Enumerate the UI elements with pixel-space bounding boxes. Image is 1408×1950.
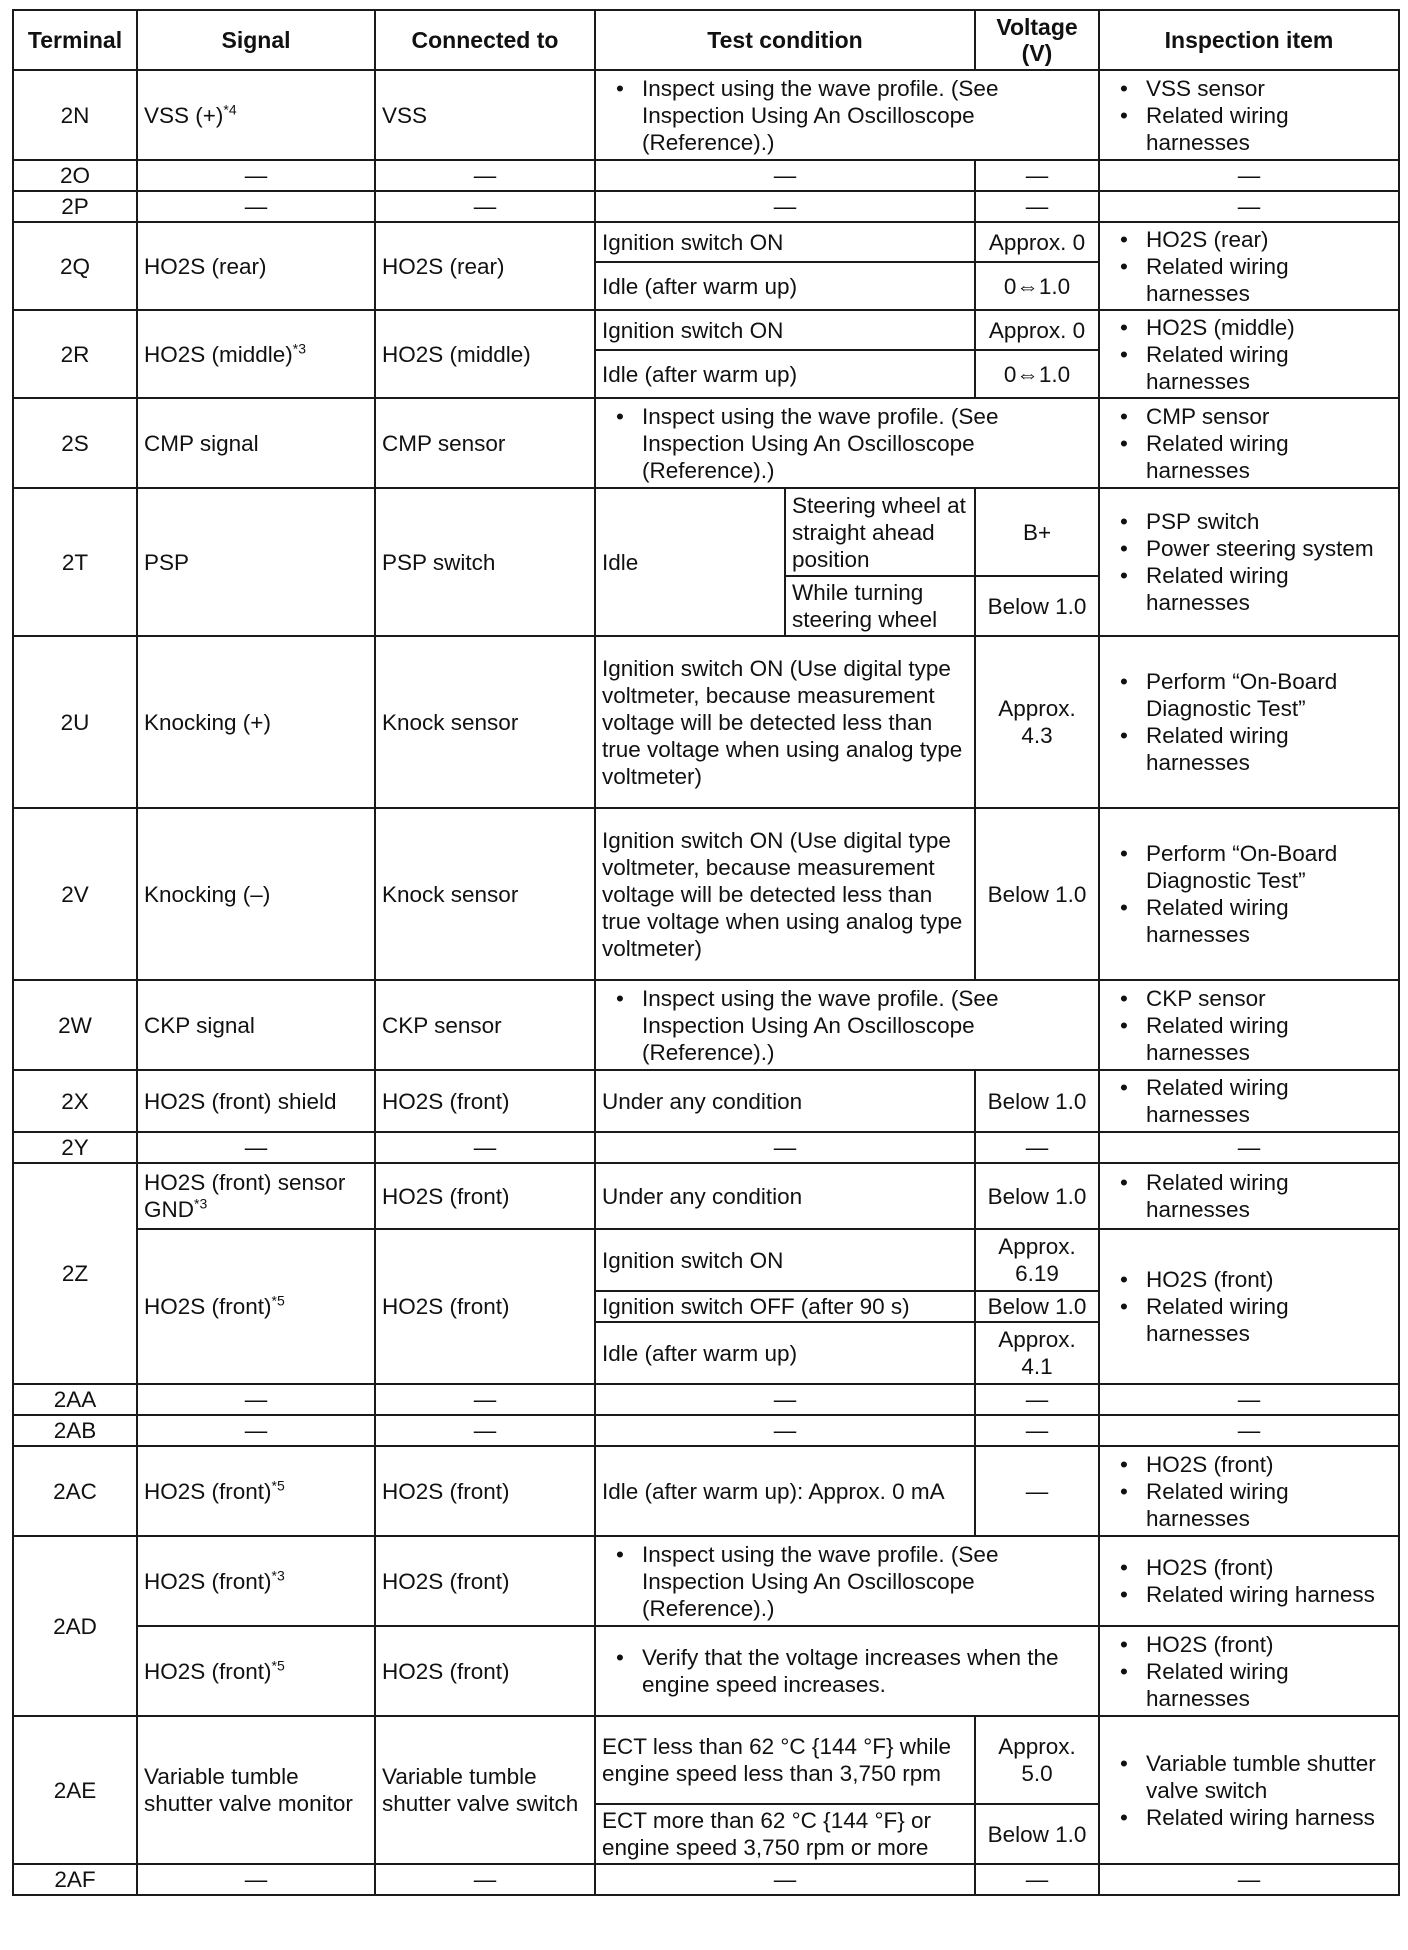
terminal-cell: 2AA <box>13 1384 137 1415</box>
test-condition-cell: — <box>595 191 975 222</box>
bullet-item: • Related wiring harnesses <box>1120 562 1392 616</box>
inspection-cell <box>1099 808 1399 980</box>
table-row <box>13 1536 1399 1626</box>
test-condition-cell: ECT less than 62 °C {144 °F} while engine speed less than 3,750 rpm <box>595 1716 975 1804</box>
table-row <box>13 70 1399 160</box>
inspection-cell <box>1099 1229 1399 1384</box>
terminal-cell: 2Q <box>13 222 137 310</box>
terminal-cell: 2AD <box>13 1536 137 1716</box>
test-condition-cell: Ignition switch ON (Use digital type voltmeter, because measurement voltage will be detected less than true voltage when using analog type voltmeter) <box>595 808 975 980</box>
voltage-cell: — <box>975 160 1099 191</box>
voltage-cell: — <box>975 1864 1099 1895</box>
test-condition-cell <box>595 70 1099 160</box>
connected-cell: Variable tumble shutter valve switch <box>375 1716 595 1864</box>
test-condition-cell: Under any condition <box>595 1070 975 1132</box>
connected-cell: — <box>375 160 595 191</box>
inspection-cell: — <box>1099 160 1399 191</box>
connected-cell: CMP sensor <box>375 398 595 488</box>
signal-cell: — <box>137 1132 375 1163</box>
test-condition-cell: Under any condition <box>595 1163 975 1229</box>
sub-condition-cell: Steering wheel at straight ahead position <box>785 488 975 576</box>
bullet-item: • HO2S (front) <box>1120 1266 1392 1293</box>
terminal-cell: 2W <box>13 980 137 1070</box>
terminal-cell: 2AF <box>13 1864 137 1895</box>
test-condition-cell: Idle (after warm up) <box>595 262 975 310</box>
test-condition-cell: — <box>595 1384 975 1415</box>
signal-cell: CKP signal <box>137 980 375 1070</box>
inspection-cell <box>1099 1716 1399 1864</box>
terminal-cell: 2P <box>13 191 137 222</box>
table-row <box>13 398 1399 488</box>
connected-cell: HO2S (front) <box>375 1446 595 1536</box>
voltage-cell: — <box>975 1384 1099 1415</box>
bullet-item: • CKP sensor <box>1120 985 1392 1012</box>
signal-cell: Variable tumble shutter valve monitor <box>137 1716 375 1864</box>
test-condition-cell: — <box>595 1415 975 1446</box>
voltage-cell: Approx. 0 <box>975 222 1099 262</box>
test-condition-cell <box>595 980 1099 1070</box>
voltage-cell: Approx. 0 <box>975 310 1099 350</box>
test-condition-cell: Idle (after warm up) <box>595 350 975 398</box>
voltage-cell: Below 1.0 <box>975 1291 1099 1322</box>
bullet-item: • Verify that the voltage increases when the engine speed increases. <box>616 1644 1092 1698</box>
header-voltage: Voltage (V) <box>975 10 1099 70</box>
terminal-cell: 2AC <box>13 1446 137 1536</box>
signal-cell: HO2S (front)$^{*3}$ <box>137 1536 375 1626</box>
connected-cell: HO2S (front) <box>375 1536 595 1626</box>
signal-cell: — <box>137 191 375 222</box>
bullet-item: • Related wiring harnesses <box>1120 894 1392 948</box>
terminal-cell: 2N <box>13 70 137 160</box>
table-row <box>13 488 1399 576</box>
table-row <box>13 1132 1399 1163</box>
connected-cell: — <box>375 1132 595 1163</box>
header-terminal: Terminal <box>13 10 137 70</box>
signal-cell: Knocking (+) <box>137 636 375 808</box>
connected-cell: — <box>375 1864 595 1895</box>
test-condition-cell: Idle (after warm up): Approx. 0 mA <box>595 1446 975 1536</box>
bullet-item: • Variable tumble shutter valve switch <box>1120 1750 1392 1804</box>
terminal-cell: 2Y <box>13 1132 137 1163</box>
inspection-cell <box>1099 70 1399 160</box>
bullet-item: • Perform “On-Board Diagnostic Test” <box>1120 668 1392 722</box>
test-condition-cell: — <box>595 1132 975 1163</box>
header-signal: Signal <box>137 10 375 70</box>
sub-condition-cell: While turning steering wheel <box>785 576 975 636</box>
terminal-cell: 2AB <box>13 1415 137 1446</box>
connected-cell: — <box>375 191 595 222</box>
table-row <box>13 980 1399 1070</box>
bullet-item: • HO2S (rear) <box>1120 226 1392 253</box>
bullet-item: • Related wiring harnesses <box>1120 102 1392 156</box>
table-row <box>13 1415 1399 1446</box>
connected-cell: Knock sensor <box>375 808 595 980</box>
voltage-cell: Approx. 5.0 <box>975 1716 1099 1804</box>
bullet-item: • Perform “On-Board Diagnostic Test” <box>1120 840 1392 894</box>
bullet-item: • Inspect using the wave profile. (See Inspection Using An Oscilloscope (Reference).) <box>616 75 1092 156</box>
bullet-item: • Inspect using the wave profile. (See Inspection Using An Oscilloscope (Reference).) <box>616 403 1092 484</box>
connected-cell: HO2S (rear) <box>375 222 595 310</box>
test-condition-cell: Ignition switch ON <box>595 310 975 350</box>
table-row <box>13 1163 1399 1229</box>
signal-cell: — <box>137 1384 375 1415</box>
inspection-cell <box>1099 1626 1399 1716</box>
inspection-cell <box>1099 1536 1399 1626</box>
inspection-cell <box>1099 1446 1399 1536</box>
inspection-cell: — <box>1099 1864 1399 1895</box>
terminal-voltage-table <box>12 9 1400 1896</box>
signal-cell: — <box>137 1415 375 1446</box>
bullet-item: • Related wiring harnesses <box>1120 1169 1392 1223</box>
bullet-item: • Related wiring harnesses <box>1120 1012 1392 1066</box>
table-row <box>13 1626 1399 1716</box>
signal-cell: HO2S (front)$^{*5}$ <box>137 1446 375 1536</box>
connected-cell: HO2S (front) <box>375 1229 595 1384</box>
table-row <box>13 1864 1399 1895</box>
terminal-cell: 2AE <box>13 1716 137 1864</box>
voltage-cell: — <box>975 1415 1099 1446</box>
test-condition-cell: — <box>595 160 975 191</box>
test-condition-cell: ECT more than 62 °C {144 °F} or engine speed 3,750 rpm or more <box>595 1804 975 1864</box>
bullet-item: • Related wiring harness <box>1120 1804 1392 1831</box>
test-condition-cell <box>595 1536 1099 1626</box>
bullet-item: • HO2S (middle) <box>1120 314 1392 341</box>
terminal-cell: 2S <box>13 398 137 488</box>
table-row <box>13 808 1399 980</box>
voltage-cell: Below 1.0 <box>975 1070 1099 1132</box>
connected-cell: — <box>375 1384 595 1415</box>
voltage-cell: Approx. 4.3 <box>975 636 1099 808</box>
terminal-cell: 2T <box>13 488 137 636</box>
table-row <box>13 222 1399 262</box>
table-row <box>13 1070 1399 1132</box>
terminal-cell: 2Z <box>13 1163 137 1384</box>
test-condition-cell: — <box>595 1864 975 1895</box>
connected-cell: PSP switch <box>375 488 595 636</box>
connected-cell: HO2S (front) <box>375 1070 595 1132</box>
inspection-cell <box>1099 222 1399 310</box>
voltage-cell: — <box>975 191 1099 222</box>
voltage-cell: Approx. 4.1 <box>975 1322 1099 1384</box>
inspection-cell <box>1099 398 1399 488</box>
signal-cell: HO2S (rear) <box>137 222 375 310</box>
bullet-item: • Related wiring harnesses <box>1120 1658 1392 1712</box>
inspection-cell <box>1099 310 1399 398</box>
inspection-cell: — <box>1099 1384 1399 1415</box>
signal-cell: PSP <box>137 488 375 636</box>
inspection-cell: — <box>1099 1132 1399 1163</box>
inspection-cell <box>1099 488 1399 636</box>
bullet-item: • CMP sensor <box>1120 403 1392 430</box>
header-test-condition: Test condition <box>595 10 975 70</box>
terminal-cell: 2O <box>13 160 137 191</box>
test-condition-cell: Ignition switch ON (Use digital type voltmeter, because measurement voltage will be detected less than true voltage when using analog type voltmeter) <box>595 636 975 808</box>
voltage-cell: B+ <box>975 488 1099 576</box>
bullet-item: • Related wiring harnesses <box>1120 722 1392 776</box>
signal-cell: HO2S (middle)$^{*3}$ <box>137 310 375 398</box>
connected-cell: VSS <box>375 70 595 160</box>
voltage-cell: — <box>975 1132 1099 1163</box>
inspection-cell <box>1099 636 1399 808</box>
connected-cell: CKP sensor <box>375 980 595 1070</box>
signal-cell: VSS $(+)^{*4}$ <box>137 70 375 160</box>
voltage-cell: Below 1.0 <box>975 1163 1099 1229</box>
table-row <box>13 1384 1399 1415</box>
signal-cell: — <box>137 160 375 191</box>
signal-cell: HO2S (front) shield <box>137 1070 375 1132</box>
bullet-item: • Related wiring harness <box>1120 1581 1392 1608</box>
inspection-cell <box>1099 980 1399 1070</box>
voltage-cell: Approx. 6.19 <box>975 1229 1099 1291</box>
bullet-item: • Related wiring harnesses <box>1120 341 1392 395</box>
test-condition-cell <box>595 1626 1099 1716</box>
table-row <box>13 1446 1399 1536</box>
inspection-cell <box>1099 1163 1399 1229</box>
terminal-cell: 2U <box>13 636 137 808</box>
bullet-item: • Related wiring harnesses <box>1120 1293 1392 1347</box>
table-row <box>13 1229 1399 1291</box>
test-condition-cell <box>595 398 1099 488</box>
bullet-item: • Related wiring harnesses <box>1120 253 1392 307</box>
voltage-cell: Below 1.0 <box>975 1804 1099 1864</box>
bullet-item: • Related wiring harnesses <box>1120 430 1392 484</box>
inspection-cell: — <box>1099 1415 1399 1446</box>
bullet-item: • PSP switch <box>1120 508 1392 535</box>
test-condition-cell: Idle <box>595 488 785 636</box>
bullet-item: • HO2S (front) <box>1120 1554 1392 1581</box>
header-row <box>13 10 1399 70</box>
signal-cell: — <box>137 1864 375 1895</box>
bullet-item: • Related wiring harnesses <box>1120 1074 1392 1128</box>
bullet-item: • Inspect using the wave profile. (See Inspection Using An Oscilloscope (Reference).) <box>616 1541 1092 1622</box>
voltage-cell: Below 1.0 <box>975 808 1099 980</box>
header-connected-to: Connected to <box>375 10 595 70</box>
voltage-cell: — <box>975 1446 1099 1536</box>
signal-cell: CMP signal <box>137 398 375 488</box>
voltage-cell: 0⇔1.0 <box>975 262 1099 310</box>
header-inspection-item: Inspection item <box>1099 10 1399 70</box>
signal-cell: HO2S (front)$^{*5}$ <box>137 1229 375 1384</box>
table-row <box>13 160 1399 191</box>
voltage-cell: 0⇔1.0 <box>975 350 1099 398</box>
test-condition-cell: Ignition switch ON <box>595 1229 975 1291</box>
inspection-cell: — <box>1099 191 1399 222</box>
bullet-item: • Related wiring harnesses <box>1120 1478 1392 1532</box>
connected-cell: HO2S (front) <box>375 1626 595 1716</box>
terminal-cell: 2V <box>13 808 137 980</box>
terminal-cell: 2X <box>13 1070 137 1132</box>
connected-cell: HO2S (middle) <box>375 310 595 398</box>
table-row <box>13 310 1399 350</box>
signal-cell: HO2S (front) sensor GND$^{*3}$ <box>137 1163 375 1229</box>
connected-cell: Knock sensor <box>375 636 595 808</box>
table-row <box>13 1716 1399 1804</box>
bullet-item: • Power steering system <box>1120 535 1392 562</box>
signal-cell: Knocking (–) <box>137 808 375 980</box>
bullet-item: • HO2S (front) <box>1120 1451 1392 1478</box>
terminal-cell: 2R <box>13 310 137 398</box>
bullet-item: • Inspect using the wave profile. (See Inspection Using An Oscilloscope (Reference).) <box>616 985 1092 1066</box>
table-row <box>13 636 1399 808</box>
table-row <box>13 191 1399 222</box>
inspection-cell <box>1099 1070 1399 1132</box>
test-condition-cell: Idle (after warm up) <box>595 1322 975 1384</box>
connected-cell: — <box>375 1415 595 1446</box>
connected-cell: HO2S (front) <box>375 1163 595 1229</box>
test-condition-cell: Ignition switch ON <box>595 222 975 262</box>
voltage-cell: Below 1.0 <box>975 576 1099 636</box>
test-condition-cell: Ignition switch OFF (after 90 s) <box>595 1291 975 1322</box>
signal-cell: HO2S (front)$^{*5}$ <box>137 1626 375 1716</box>
bullet-item: • VSS sensor <box>1120 75 1392 102</box>
bullet-item: • HO2S (front) <box>1120 1631 1392 1658</box>
